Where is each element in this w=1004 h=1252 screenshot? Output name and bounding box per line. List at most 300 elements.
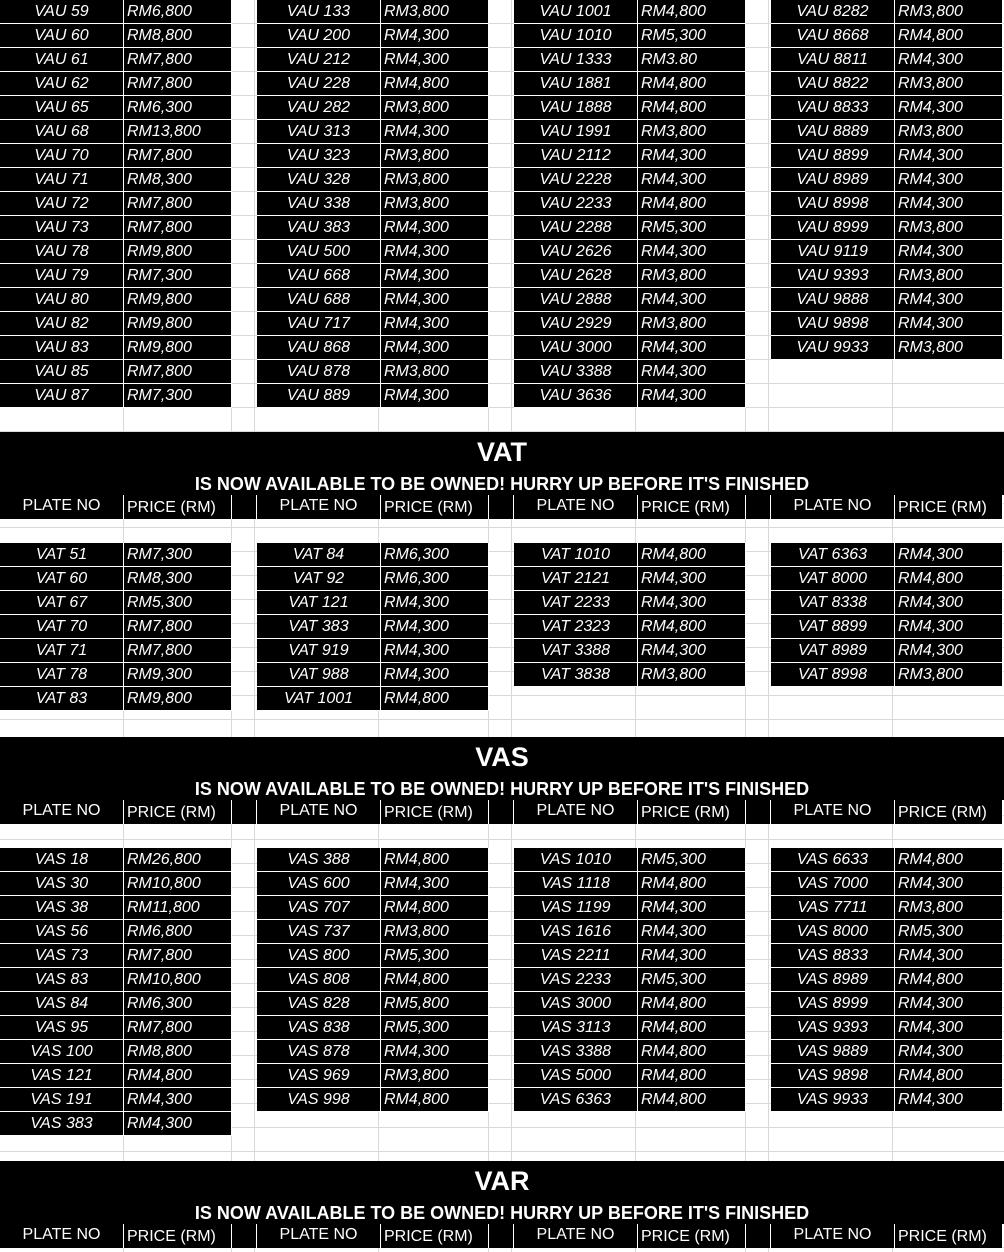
plate-number: VAU 79 (0, 264, 124, 288)
plate-price: RM4,300 (895, 48, 1003, 72)
plate-number: VAT 1010 (514, 543, 638, 567)
header-spacer (746, 495, 771, 519)
plate-price: RM4,300 (381, 24, 489, 48)
plate-price: RM6,300 (381, 567, 489, 591)
plate-number: VAU 878 (257, 360, 381, 384)
plate-number: VAS 2211 (514, 944, 638, 968)
plate-number: VAU 8282 (771, 0, 895, 24)
plate-price: RM4,300 (381, 1040, 489, 1064)
plate-number: VAU 2888 (514, 288, 638, 312)
plate-number: VAU 3636 (514, 384, 638, 408)
plate-number: VAU 3388 (514, 360, 638, 384)
plate-number: VAS 2233 (514, 968, 638, 992)
plate-number: VAS 5000 (514, 1064, 638, 1088)
plate-price: RM3,800 (381, 920, 489, 944)
plate-number: VAT 8899 (771, 615, 895, 639)
plate-number: VAU 1001 (514, 0, 638, 24)
plate-number: VAT 8989 (771, 639, 895, 663)
plate-number: VAS 8989 (771, 968, 895, 992)
plate-price: RM9,800 (124, 336, 232, 360)
plate-price: RM4,300 (895, 240, 1003, 264)
plate-price: RM4,800 (638, 1064, 746, 1088)
plate-no-header: PLATE NO (771, 1224, 895, 1248)
price-header: PRICE (RM) (638, 495, 746, 519)
plate-number: VAT 83 (0, 687, 124, 711)
plate-price: RM9,800 (124, 240, 232, 264)
plate-price: RM5,300 (381, 944, 489, 968)
plate-number: VAS 191 (0, 1088, 124, 1112)
plate-no-header: PLATE NO (0, 800, 124, 824)
plate-price: RM4,300 (381, 591, 489, 615)
plate-price: RM5,300 (638, 216, 746, 240)
plate-number: VAT 3838 (514, 663, 638, 687)
plate-price: RM8,300 (124, 168, 232, 192)
plate-price: RM4,800 (638, 96, 746, 120)
plate-price: RM4,800 (638, 872, 746, 896)
plate-number: VAT 8000 (771, 567, 895, 591)
header-spacer (489, 800, 514, 824)
plate-price: RM7,300 (124, 384, 232, 408)
plate-price: RM4,300 (381, 264, 489, 288)
plate-number: VAU 59 (0, 0, 124, 24)
plate-number: VAT 2121 (514, 567, 638, 591)
plate-number: VAU 60 (0, 24, 124, 48)
plate-number: VAU 68 (0, 120, 124, 144)
plate-number: VAT 78 (0, 663, 124, 687)
plate-price: RM3,800 (381, 1064, 489, 1088)
plate-price: RM6,300 (124, 96, 232, 120)
plate-price: RM4,300 (638, 168, 746, 192)
plate-price: RM7,800 (124, 1016, 232, 1040)
plate-number: VAS 83 (0, 968, 124, 992)
plate-number: VAU 8899 (771, 144, 895, 168)
plate-price: RM4,300 (638, 360, 746, 384)
plate-number: VAT 2323 (514, 615, 638, 639)
plate-price: RM4,300 (895, 288, 1003, 312)
plate-number: VAS 8833 (771, 944, 895, 968)
plate-price: RM4,300 (638, 240, 746, 264)
plate-price: RM5,300 (638, 968, 746, 992)
plate-price: RM4,300 (381, 384, 489, 408)
price-header: PRICE (RM) (895, 800, 1003, 824)
plate-number: VAS 828 (257, 992, 381, 1016)
plate-price: RM4,300 (638, 384, 746, 408)
header-spacer (489, 1224, 514, 1248)
plate-price: RM4,300 (638, 591, 746, 615)
plate-price: RM6,300 (381, 543, 489, 567)
plate-price: RM4,300 (895, 944, 1003, 968)
plate-number: VAU 62 (0, 72, 124, 96)
plate-number: VAS 383 (0, 1112, 124, 1136)
plate-price: RM8,300 (124, 567, 232, 591)
plate-price: RM4,800 (638, 1016, 746, 1040)
plate-price: RM10,800 (124, 872, 232, 896)
plate-number: VAU 2628 (514, 264, 638, 288)
plate-price: RM4,800 (381, 896, 489, 920)
price-header: PRICE (RM) (124, 1224, 232, 1248)
plate-number: VAU 8998 (771, 192, 895, 216)
plate-number: VAS 808 (257, 968, 381, 992)
plate-number: VAT 1001 (257, 687, 381, 711)
vat-section-banner (0, 432, 1004, 495)
plate-price: RM4,300 (381, 288, 489, 312)
plate-number: VAU 8833 (771, 96, 895, 120)
plate-price: RM7,800 (124, 944, 232, 968)
plate-number: VAU 133 (257, 0, 381, 24)
plate-price: RM7,300 (124, 264, 232, 288)
price-header: PRICE (RM) (124, 495, 232, 519)
plate-price: RM4,300 (381, 216, 489, 240)
plate-number: VAU 328 (257, 168, 381, 192)
plate-price: RM4,300 (895, 1040, 1003, 1064)
plate-price: RM5,300 (895, 920, 1003, 944)
plate-price: RM4,800 (638, 615, 746, 639)
plate-price: RM7,800 (124, 72, 232, 96)
price-header: PRICE (RM) (381, 800, 489, 824)
plate-number: VAS 8999 (771, 992, 895, 1016)
plate-number: VAU 65 (0, 96, 124, 120)
plate-no-header: PLATE NO (257, 1224, 381, 1248)
plate-price: RM3,800 (381, 96, 489, 120)
header-spacer (746, 800, 771, 824)
plate-number: VAU 85 (0, 360, 124, 384)
plate-price: RM4,300 (381, 312, 489, 336)
plate-price: RM4,800 (895, 24, 1003, 48)
plate-number: VAT 92 (257, 567, 381, 591)
plate-price: RM4,800 (381, 687, 489, 711)
plate-number: VAT 383 (257, 615, 381, 639)
plate-price: RM4,300 (124, 1112, 232, 1136)
plate-number: VAS 1199 (514, 896, 638, 920)
plate-price: RM9,800 (124, 288, 232, 312)
plate-number: VAT 71 (0, 639, 124, 663)
plate-number: VAS 800 (257, 944, 381, 968)
plate-price: RM9,800 (124, 312, 232, 336)
plate-price: RM7,800 (124, 192, 232, 216)
plate-number: VAU 1010 (514, 24, 638, 48)
plate-price: RM7,800 (124, 144, 232, 168)
price-header: PRICE (RM) (381, 1224, 489, 1248)
vas-availability-note: IS NOW AVAILABLE TO BE OWNED! HURRY UP BEFORE IT'S FINISHED (194, 779, 810, 799)
price-header: PRICE (RM) (638, 1224, 746, 1248)
plate-price: RM3,800 (381, 168, 489, 192)
price-header: PRICE (RM) (124, 800, 232, 824)
plate-price: RM3,800 (895, 663, 1003, 687)
plate-price: RM4,300 (895, 144, 1003, 168)
plate-number: VAU 9888 (771, 288, 895, 312)
plate-number: VAS 1616 (514, 920, 638, 944)
plate-number: VAU 688 (257, 288, 381, 312)
plate-price: RM5,300 (124, 591, 232, 615)
plate-number: VAU 87 (0, 384, 124, 408)
plate-price: RM4,300 (895, 1016, 1003, 1040)
plate-price: RM3,800 (895, 264, 1003, 288)
plate-number: VAS 30 (0, 872, 124, 896)
plate-no-header: PLATE NO (257, 800, 381, 824)
plate-price: RM26,800 (124, 848, 232, 872)
price-header: PRICE (RM) (638, 800, 746, 824)
plate-number: VAS 838 (257, 1016, 381, 1040)
plate-price: RM3,800 (895, 0, 1003, 24)
plate-price: RM4,300 (638, 336, 746, 360)
plate-price: RM3,800 (895, 72, 1003, 96)
plate-price: RM4,800 (638, 72, 746, 96)
plate-price: RM5,800 (381, 992, 489, 1016)
plate-price: RM4,300 (895, 615, 1003, 639)
plate-number: VAS 3388 (514, 1040, 638, 1064)
plate-number: VAU 868 (257, 336, 381, 360)
plate-number: VAS 3000 (514, 992, 638, 1016)
plate-price: RM4,800 (895, 1064, 1003, 1088)
plate-number: VAU 200 (257, 24, 381, 48)
plate-no-header: PLATE NO (771, 800, 895, 824)
plate-price: RM4,300 (638, 639, 746, 663)
plate-price: RM5,300 (638, 24, 746, 48)
plate-price: RM4,300 (895, 591, 1003, 615)
plate-number: VAU 78 (0, 240, 124, 264)
plate-number: VAS 388 (257, 848, 381, 872)
plate-price: RM3,800 (381, 0, 489, 24)
plate-price: RM4,800 (124, 1064, 232, 1088)
plate-price: RM5,300 (381, 1016, 489, 1040)
plate-price: RM3,800 (895, 896, 1003, 920)
plate-price: RM4,300 (638, 567, 746, 591)
plate-number: VAU 889 (257, 384, 381, 408)
plate-number: VAS 998 (257, 1088, 381, 1112)
plate-no-header: PLATE NO (514, 495, 638, 519)
plate-price: RM8,800 (124, 24, 232, 48)
vat-section-title: VAT (477, 437, 527, 467)
plate-number: VAU 8889 (771, 120, 895, 144)
price-header: PRICE (RM) (895, 1224, 1003, 1248)
plate-price: RM9,800 (124, 687, 232, 711)
plate-price: RM6,800 (124, 0, 232, 24)
price-header: PRICE (RM) (895, 495, 1003, 519)
plate-number: VAS 7000 (771, 872, 895, 896)
plate-number: VAS 121 (0, 1064, 124, 1088)
plate-number: VAS 1010 (514, 848, 638, 872)
plate-price: RM3,800 (381, 144, 489, 168)
plate-price: RM7,800 (124, 639, 232, 663)
plate-price: RM11,800 (124, 896, 232, 920)
vas-section-banner (0, 737, 1004, 800)
plate-price: RM4,800 (638, 192, 746, 216)
plate-no-header: PLATE NO (0, 495, 124, 519)
plate-price: RM4,300 (638, 920, 746, 944)
plate-number: VAS 9393 (771, 1016, 895, 1040)
plate-price: RM4,800 (381, 848, 489, 872)
plate-price: RM10,800 (124, 968, 232, 992)
plate-number: VAU 72 (0, 192, 124, 216)
plate-number: VAU 2228 (514, 168, 638, 192)
header-spacer (232, 495, 257, 519)
header-spacer (489, 495, 514, 519)
plate-number: VAT 51 (0, 543, 124, 567)
var-section-banner (0, 1161, 1004, 1224)
plate-number: VAT 6363 (771, 543, 895, 567)
plate-number: VAT 8998 (771, 663, 895, 687)
plate-number: VAU 9898 (771, 312, 895, 336)
plate-price: RM7,300 (124, 543, 232, 567)
plate-price: RM4,800 (895, 848, 1003, 872)
plate-number: VAT 3388 (514, 639, 638, 663)
plate-price: RM4,300 (895, 96, 1003, 120)
plate-number: VAU 717 (257, 312, 381, 336)
plate-number: VAU 8989 (771, 168, 895, 192)
plate-price: RM4,300 (895, 192, 1003, 216)
plate-price: RM3,800 (895, 336, 1003, 360)
plate-price: RM13,800 (124, 120, 232, 144)
plate-no-header: PLATE NO (514, 1224, 638, 1248)
plate-number: VAS 38 (0, 896, 124, 920)
plate-price: RM3,800 (638, 663, 746, 687)
plate-price: RM3,800 (895, 120, 1003, 144)
plate-price: RM3,800 (638, 264, 746, 288)
plate-price: RM3,800 (895, 216, 1003, 240)
plate-number: VAU 323 (257, 144, 381, 168)
plate-number: VAS 56 (0, 920, 124, 944)
plate-number: VAU 80 (0, 288, 124, 312)
vat-availability-note: IS NOW AVAILABLE TO BE OWNED! HURRY UP BEFORE IT'S FINISHED (194, 474, 810, 494)
plate-price: RM4,800 (381, 968, 489, 992)
plate-price: RM4,300 (638, 944, 746, 968)
plate-number: VAU 338 (257, 192, 381, 216)
plate-number: VAU 9933 (771, 336, 895, 360)
plate-price: RM4,300 (895, 992, 1003, 1016)
plate-number: VAS 84 (0, 992, 124, 1016)
plate-no-header: PLATE NO (257, 495, 381, 519)
plate-number: VAS 9889 (771, 1040, 895, 1064)
plate-number: VAT 84 (257, 543, 381, 567)
plate-number: VAU 2288 (514, 216, 638, 240)
plate-price: RM4,800 (638, 1040, 746, 1064)
plate-price: RM4,800 (638, 0, 746, 24)
plate-number: VAS 737 (257, 920, 381, 944)
plate-price: RM7,800 (124, 48, 232, 72)
plate-number: VAU 668 (257, 264, 381, 288)
plate-price: RM4,300 (895, 543, 1003, 567)
plate-price: RM4,300 (895, 1088, 1003, 1112)
plate-price: RM3,800 (638, 312, 746, 336)
plate-price: RM4,300 (381, 615, 489, 639)
plate-price: RM4,800 (381, 72, 489, 96)
plate-price: RM7,800 (124, 360, 232, 384)
plate-number: VAU 8668 (771, 24, 895, 48)
plate-no-header: PLATE NO (0, 1224, 124, 1248)
plate-price: RM4,300 (381, 639, 489, 663)
plate-price: RM4,800 (638, 1088, 746, 1112)
plate-number: VAT 988 (257, 663, 381, 687)
plate-price: RM4,300 (895, 168, 1003, 192)
plate-price: RM4,300 (381, 120, 489, 144)
plate-number: VAS 73 (0, 944, 124, 968)
plate-price: RM4,300 (638, 144, 746, 168)
plate-price: RM3,800 (381, 192, 489, 216)
plate-number: VAU 2112 (514, 144, 638, 168)
plate-price: RM4,300 (381, 240, 489, 264)
plate-price: RM7,800 (124, 615, 232, 639)
plate-price: RM4,800 (895, 567, 1003, 591)
plate-number: VAS 9898 (771, 1064, 895, 1088)
plate-number: VAU 1991 (514, 120, 638, 144)
plate-number: VAU 9393 (771, 264, 895, 288)
plate-number: VAU 212 (257, 48, 381, 72)
plate-number: VAU 2929 (514, 312, 638, 336)
plate-price: RM6,800 (124, 920, 232, 944)
plate-number: VAT 8338 (771, 591, 895, 615)
plate-price: RM4,300 (638, 288, 746, 312)
var-availability-note: IS NOW AVAILABLE TO BE OWNED! HURRY UP BEFORE IT'S FINISHED (194, 1203, 810, 1223)
plate-no-header: PLATE NO (771, 495, 895, 519)
plate-number: VAU 1333 (514, 48, 638, 72)
header-spacer (232, 1224, 257, 1248)
plate-number: VAU 82 (0, 312, 124, 336)
plate-number: VAU 8822 (771, 72, 895, 96)
plate-number: VAT 60 (0, 567, 124, 591)
plate-number: VAS 878 (257, 1040, 381, 1064)
plate-number: VAT 919 (257, 639, 381, 663)
plate-number: VAT 70 (0, 615, 124, 639)
plate-price: RM4,300 (895, 639, 1003, 663)
plate-price: RM3.80 (638, 48, 746, 72)
plate-number: VAT 2233 (514, 591, 638, 615)
plate-number: VAU 8999 (771, 216, 895, 240)
plate-number: VAU 1888 (514, 96, 638, 120)
plate-number: VAU 70 (0, 144, 124, 168)
plate-price: RM4,300 (895, 312, 1003, 336)
plate-price: RM4,800 (638, 543, 746, 567)
plate-number: VAU 500 (257, 240, 381, 264)
plate-price: RM7,800 (124, 216, 232, 240)
plate-number: VAS 7711 (771, 896, 895, 920)
plate-number: VAS 1118 (514, 872, 638, 896)
plate-number: VAS 969 (257, 1064, 381, 1088)
plate-price: RM6,300 (124, 992, 232, 1016)
plate-number: VAS 9933 (771, 1088, 895, 1112)
plate-number: VAS 18 (0, 848, 124, 872)
plate-price: RM4,800 (381, 1088, 489, 1112)
plate-price: RM4,800 (895, 968, 1003, 992)
plate-number: VAU 73 (0, 216, 124, 240)
plate-number: VAT 67 (0, 591, 124, 615)
plate-number: VAS 3113 (514, 1016, 638, 1040)
plate-price: RM3,800 (638, 120, 746, 144)
price-header: PRICE (RM) (381, 495, 489, 519)
plate-number: VAU 3000 (514, 336, 638, 360)
plate-number: VAS 100 (0, 1040, 124, 1064)
plate-number: VAS 6363 (514, 1088, 638, 1112)
plate-number: VAS 6633 (771, 848, 895, 872)
plate-price: RM5,300 (638, 848, 746, 872)
header-spacer (746, 1224, 771, 1248)
plate-price: RM4,300 (381, 48, 489, 72)
plate-number: VAU 2233 (514, 192, 638, 216)
plate-price: RM4,300 (381, 663, 489, 687)
plate-price: RM4,300 (638, 896, 746, 920)
plate-number: VAS 95 (0, 1016, 124, 1040)
plate-number: VAS 600 (257, 872, 381, 896)
plate-number: VAU 9119 (771, 240, 895, 264)
vas-section-title: VAS (475, 742, 529, 772)
plate-number: VAU 1881 (514, 72, 638, 96)
plate-number: VAU 2626 (514, 240, 638, 264)
plate-number: VAU 83 (0, 336, 124, 360)
plate-price: RM4,300 (895, 872, 1003, 896)
plate-number: VAU 71 (0, 168, 124, 192)
plate-number: VAU 313 (257, 120, 381, 144)
plate-price: RM4,300 (381, 336, 489, 360)
plate-price: RM4,300 (124, 1088, 232, 1112)
